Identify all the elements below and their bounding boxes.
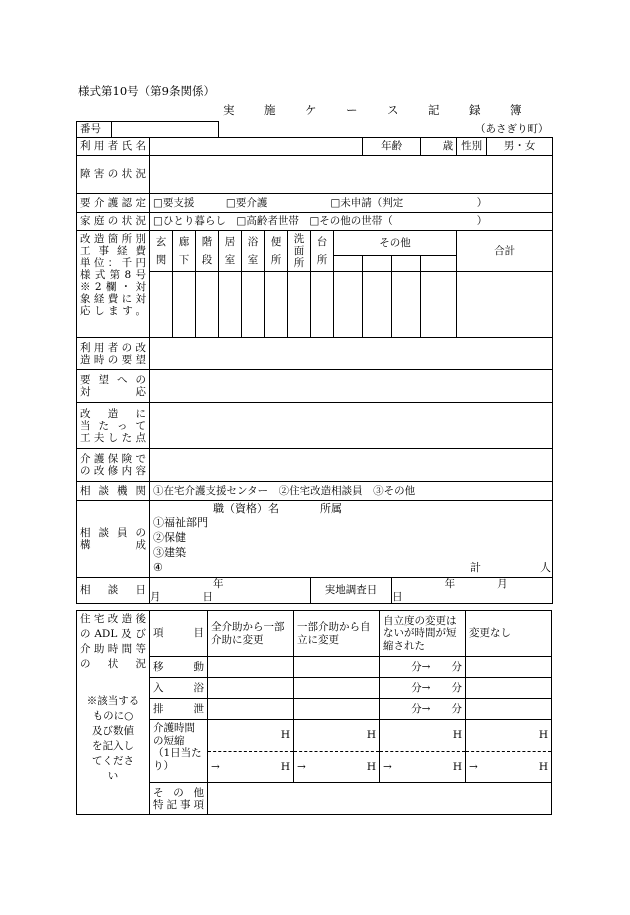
request-label: 利用者の改 造時の要望: [77, 338, 150, 370]
adl-time-c2-after[interactable]: → H: [294, 752, 380, 783]
care-level-row: [77, 194, 553, 213]
adl-bath-c2[interactable]: [294, 678, 380, 699]
member-architecture: ③建築: [153, 546, 186, 559]
adl-move-label: 移 動: [150, 657, 208, 678]
adl-item-header: 項 目: [150, 611, 208, 657]
col-stairs: 階 段: [196, 231, 219, 272]
family-opt-alone[interactable]: □ひとり暮らし: [153, 215, 226, 228]
other-sub-4[interactable]: [421, 256, 457, 272]
family-label: 家庭の状況: [77, 213, 150, 231]
date-row: [77, 578, 553, 604]
consult-org-options[interactable]: ①在宅介護支援センター ②住宅改造相談員 ③その他: [150, 482, 553, 501]
members-label: 相 談 員 の 構 成: [77, 501, 150, 578]
members-job-header: 職（資格）名: [213, 502, 279, 515]
adl-header-full-to-partial: 全介助から一部介助に変更: [208, 611, 294, 657]
adl-label: 住宅改造後 のADL及び 介助時間等 の 状 況 ※該当する ものに○ 及び数値 を記入し てくださ い: [77, 611, 150, 815]
col-bathroom: 浴 室: [242, 231, 265, 272]
cost-toilet[interactable]: [265, 272, 288, 338]
age-unit[interactable]: 歳: [421, 138, 457, 156]
cost-other-1[interactable]: [334, 272, 363, 338]
kaigo-field[interactable]: [150, 449, 553, 482]
request-field[interactable]: [150, 338, 553, 370]
user-name-field[interactable]: [150, 138, 363, 156]
care-opt-unapplied[interactable]: □未申請（判定: [330, 196, 404, 209]
cost-wash[interactable]: [288, 272, 311, 338]
member-other: ④: [153, 561, 163, 574]
members-field[interactable]: [150, 501, 553, 578]
cost-entrance[interactable]: [150, 272, 173, 338]
cost-label: 改造箇所別 工 事 経 費 単位：千円 様式第8号 ※2欄・対 象経費に対 応します。: [77, 231, 150, 338]
adl-time-c1-after[interactable]: → H: [208, 752, 294, 783]
adl-excretion-c2[interactable]: [294, 699, 380, 720]
response-row: [77, 370, 553, 403]
adl-move-c4[interactable]: [466, 657, 552, 678]
ingenuity-label: 改 造 に 当 た っ て 工夫した点: [77, 403, 150, 449]
user-row: [77, 138, 553, 156]
col-other: その他: [334, 231, 457, 256]
cost-total[interactable]: [457, 272, 553, 338]
number-label: 番号: [77, 122, 112, 138]
cost-other-2[interactable]: [363, 272, 392, 338]
number-row: [76, 121, 552, 138]
adl-time-c2-before[interactable]: H: [294, 720, 380, 752]
family-row: [77, 213, 553, 231]
cost-corridor[interactable]: [173, 272, 196, 338]
col-entrance: 玄 関: [150, 231, 173, 272]
other-sub-1[interactable]: [334, 256, 363, 272]
col-kitchen: 台 所: [311, 231, 334, 272]
adl-header-partial-to-independent: 一部介助から自立に変更: [294, 611, 380, 657]
adl-time-c4-before[interactable]: H: [466, 720, 552, 752]
case-record-table: [76, 137, 553, 604]
members-total-label: 計: [470, 561, 481, 574]
form-number: 様式第10号（第9条関係）: [78, 84, 215, 98]
kaigo-label: 介護保険で の改修内容: [77, 449, 150, 482]
adl-bath-c4[interactable]: [466, 678, 552, 699]
members-affil-header: 所属: [320, 502, 342, 515]
adl-time-c3-after[interactable]: → H: [380, 752, 466, 783]
adl-move-c1[interactable]: [208, 657, 294, 678]
sex-options[interactable]: 男・女: [487, 138, 553, 156]
cost-kitchen[interactable]: [311, 272, 334, 338]
town-name: （あさぎり町）: [475, 123, 549, 136]
adl-other-field[interactable]: [208, 783, 552, 815]
adl-time-c3-before[interactable]: H: [380, 720, 466, 752]
col-living-room: 居 室: [219, 231, 242, 272]
disability-row: [77, 156, 553, 194]
disability-field[interactable]: [150, 156, 553, 194]
adl-table: [76, 610, 552, 815]
survey-date-field[interactable]: 年 月 日: [392, 578, 553, 604]
adl-bath-c1[interactable]: [208, 678, 294, 699]
family-options[interactable]: □ひとり暮らし □高齢者世帯 □その他の世帯（ ）: [150, 213, 553, 231]
age-label: 年齢: [363, 138, 421, 156]
adl-other-label: そ の 他 特記事項: [150, 783, 208, 815]
care-opt-care[interactable]: □要介護: [225, 196, 268, 209]
request-row: [77, 338, 553, 370]
number-field[interactable]: [112, 122, 219, 138]
ingenuity-row: [77, 403, 553, 449]
adl-bath-c3[interactable]: 分→ 分: [380, 678, 466, 699]
cost-other-4[interactable]: [421, 272, 457, 338]
adl-bath-label: 入 浴: [150, 678, 208, 699]
adl-time-c4-after[interactable]: → H: [466, 752, 552, 783]
member-welfare: ①福祉部門: [153, 516, 208, 529]
adl-time-label: 介護時間 の短縮 （1日当た り）: [150, 720, 208, 783]
ingenuity-field[interactable]: [150, 403, 553, 449]
adl-time-c1-before[interactable]: H: [208, 720, 294, 752]
care-opt-support[interactable]: □要支援: [153, 196, 195, 209]
adl-move-c2[interactable]: [294, 657, 380, 678]
family-opt-other[interactable]: □その他の世帯（: [309, 215, 393, 228]
adl-excretion-c3[interactable]: 分→ 分: [380, 699, 466, 720]
cost-bath[interactable]: [242, 272, 265, 338]
response-field[interactable]: [150, 370, 553, 403]
document-title: 実 施 ケ ー ス 記 録 簿: [223, 103, 531, 117]
cost-living[interactable]: [219, 272, 242, 338]
consult-org-row: [77, 482, 553, 501]
col-total: 合計: [457, 231, 553, 272]
cost-header-row-1: [77, 231, 553, 256]
family-opt-elderly[interactable]: □高齢者世帯: [236, 215, 299, 228]
user-name-label: 利用者氏名: [77, 138, 150, 156]
other-sub-3[interactable]: [392, 256, 421, 272]
members-total-unit: 人: [540, 561, 551, 574]
adl-header-row: [77, 611, 552, 657]
care-level-label: 要介護認定: [77, 194, 150, 213]
disability-label: 障害の状況: [77, 156, 150, 194]
care-level-options[interactable]: □要支援 □要介護 □未申請（判定 ）: [150, 194, 553, 213]
cost-other-3[interactable]: [392, 272, 421, 338]
adl-move-c3[interactable]: 分→ 分: [380, 657, 466, 678]
consult-date-field[interactable]: 年 月 日: [150, 578, 311, 604]
survey-date-label: 実地調査日: [311, 578, 392, 604]
response-label: 要 望 へ の 対 応: [77, 370, 150, 403]
sex-label: 性別: [457, 138, 487, 156]
member-health: ②保健: [153, 531, 186, 544]
col-toilet: 便 所: [265, 231, 288, 272]
kaigo-row: [77, 449, 553, 482]
consult-org-label: 相 談 機 関: [77, 482, 150, 501]
cost-stairs[interactable]: [196, 272, 219, 338]
adl-header-no-change: 変更なし: [466, 611, 552, 657]
other-sub-2[interactable]: [363, 256, 392, 272]
adl-excretion-label: 排 泄: [150, 699, 208, 720]
col-washroom: 洗 面 所: [288, 231, 311, 272]
members-row: [77, 501, 553, 578]
col-corridor: 廊 下: [173, 231, 196, 272]
consult-date-label: 相 談 日: [77, 578, 150, 604]
adl-header-time-shortened: 自立度の変更はないが時間が短縮された: [380, 611, 466, 657]
adl-excretion-c4[interactable]: [466, 699, 552, 720]
adl-excretion-c1[interactable]: [208, 699, 294, 720]
